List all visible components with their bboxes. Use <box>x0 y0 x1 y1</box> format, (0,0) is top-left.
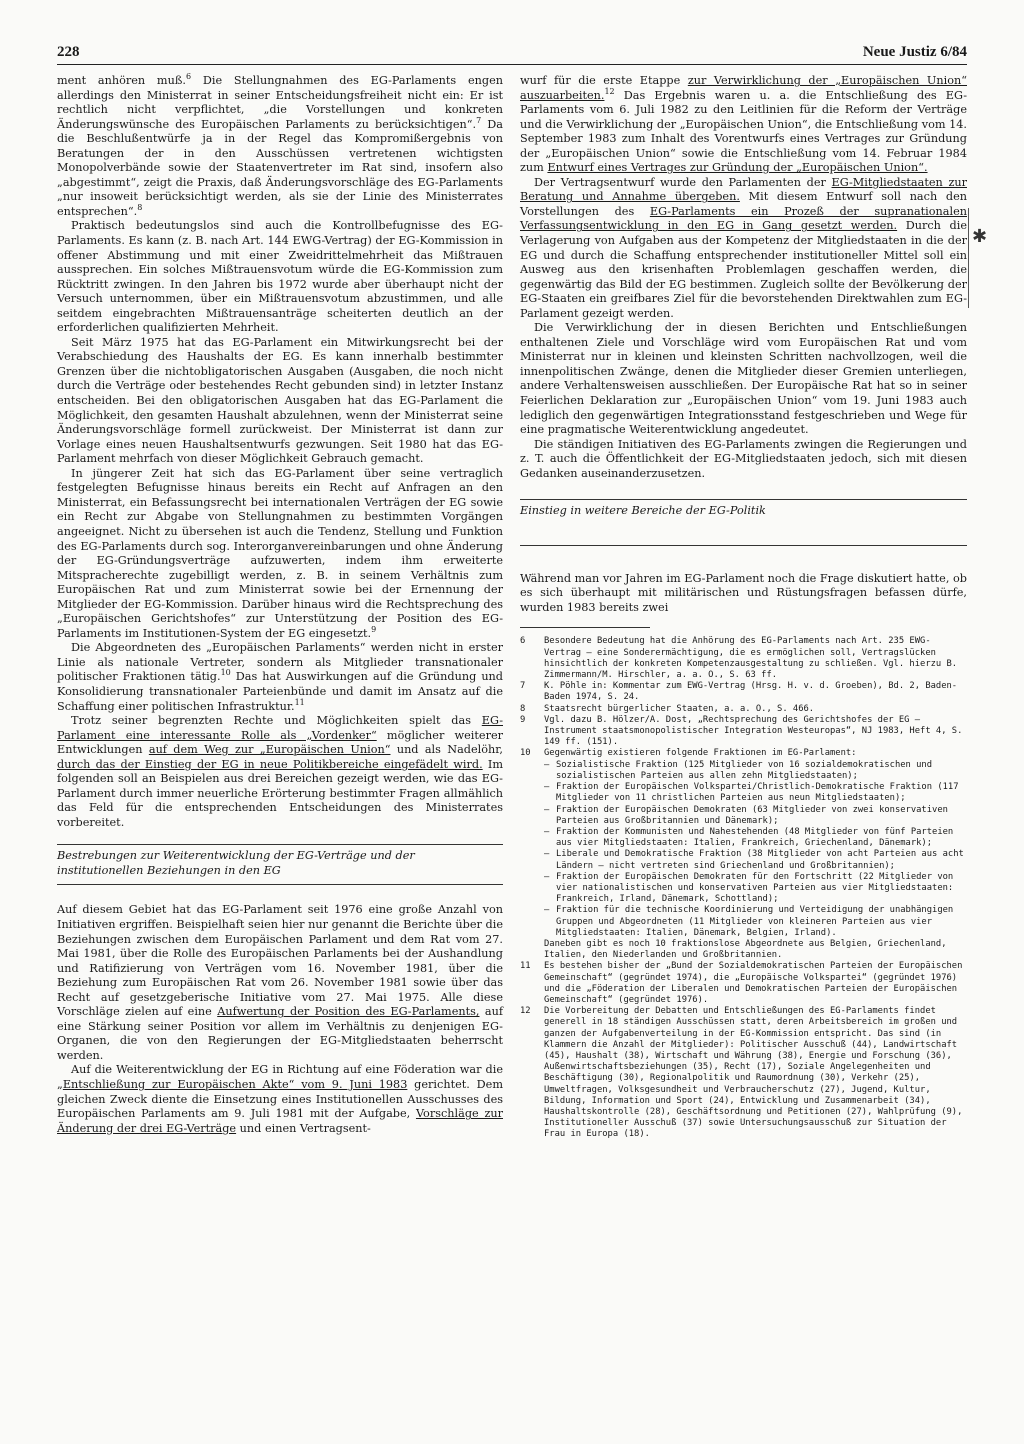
faction-item: – Fraktion der Europäischen Demokraten (63 Mitglieder von zwei konservativen Parteien aus Großbritannien und Dänemark); <box>544 804 948 826</box>
paragraph: Die Abgeordneten des „Europäischen Parlaments“ werden nicht in erster Linie als nationale Vertreter, sondern als Mitglieder transnationaler politischer Fraktionen tätig.$^{10}$ Das hat Auswirkungen auf die Gründung und Konsolidierung transnationaler Parteienbünde und damit im Ansatz auf die Schaffung einer politischen Infrastruktur.$^{11}$ <box>57 641 504 713</box>
paragraph: Praktisch bedeutungslos sind auch die Kontrollbefugnisse des EG-Parlaments. Es kann (z. B. nach Art. 144 EWG-Vertrag) der EG-Kommission in offener Abstimmung und mit einer Zweidrittelmehrheit das Mißtrauen aussprechen. Ein solches Mißtrauensvotum würde die EG-Kommission zum Rücktritt zwingen. In den Jahren bis 1972 wurde aber überhaupt nicht der Versuch unternommen, über ein Mißtrauensvotum abzustimmen, und alle seitdem eingebrachten Mißtrauensanträge scheiterten deutlich an der erforderlichen qualifizierten Mehrheit. <box>57 219 503 335</box>
left-column <box>57 74 503 1136</box>
footnote: 10 Gegenwärtig existieren folgende Fraktionen im EG-Parlament: – Sozialistische Fraktion (125 Mitglieder von 16 sozialdemokratischen und sozialistischen Parteien aus allen zehn Mitgliedstaaten); – Fraktion der Europäischen Volkspartei/Christlich-Demokratische Fraktion (117 Mitglieder von 11 christlichen Parteien aus neun Mitgliedstaaten); – Fraktion der Europäischen Demokraten (63 Mitglieder von zwei konservativen Parteien aus Großbritannien und Dänemark); – Fraktion der Kommunisten und Nahestehenden (48 Mitglieder von fünf Parteien aus vier Mitgliedstaaten: Italien, Frankreich, Griechenland, Dänemark); – Liberale und Demokratische Fraktion (38 Mitglieder von acht Parteien aus acht Ländern – nicht vertreten sind Griechenland und Großbritannien); – Fraktion der Europäischen Demokraten für den Fortschritt (22 Mitglieder von vier nationalistischen und konservativen Parteien aus vier Mitgliedstaaten: Frankreich, Irland, Dänemark, Schottland); – Fraktion für die technische Koordinierung und Verteidigung der unabhängigen Gruppen und Abgeordneten (11 Mitglieder von kleineren Parteien aus vier Mitgliedstaaten: Italien, Dänemark, Belgien, Irland). Daneben gibt es noch 10 fraktionslose Abgeordnete aus Belgien, Griechenland, Italien, den Niederlanden und Großbritannien. <box>520 748 967 961</box>
footnote: 7 K. Pöhle in: Kommentar zum EWG-Vertrag (Hrsg. H. v. d. Groeben), Bd. 2, Baden-Baden 1974, S. 24. <box>520 681 958 703</box>
paragraph: Der Vertragsentwurf wurde den Parlamenten der EG-Mitgliedstaaten zur Beratung und Annahme übergeben. Mit diesem Entwurf soll nach den Vorstellungen des EG-Parlaments ein Prozeß der supranationalen Verfassungsentwicklung in den EG in Gang gesetzt werden. Durch die Verlagerung von Aufgaben aus der Kompetenz der Mitgliedstaaten in die der EG und durch die Schaffung entsprechender institutioneller Mittel soll ein Ausweg aus den krisenhaften Problemlagen geschaffen werden, die gegenwärtig das Bild der EG bestimmen. Zugleich sollte der Bevölkerung der EG-Staaten ein greifbares Ziel für die bevorstehenden Direktwahlen zum EG-Parlament gezeigt werden. <box>520 175 967 320</box>
footnote: 6 Besondere Bedeutung hat die Anhörung des EG-Parlaments nach Art. 235 EWG-Vertrag – eine Sonderermächtigung, die es ermöglichen soll, Vertragslücken hinsichtlich der konkreten Kompetenzausgestaltung zu schließen. Vgl. hierzu B. Zimmermann/M. Hirschler, a. a. O., S. 63 ff. <box>520 636 958 681</box>
faction-item: – Liberale und Demokratische Fraktion (38 Mitglieder von acht Parteien aus acht Ländern – nicht vertreten sind Griechenland und Großbritannien); <box>544 849 964 871</box>
paragraph: Auf diesem Gebiet hat das EG-Parlament seit 1976 eine große Anzahl von Initiativen ergriffen. Beispielhaft seien hier nur genannt die Berichte über die Beziehungen zwischen dem Europäischen Parlament und dem Rat vom 27. Mai 1981, über die Rolle des Europäischen Parlaments bei der Aushandlung und Ratifizierung von Verträgen vom 16. November 1981, über die Beziehung zum Europäischen Rat vom 26. November 1981 sowie über das Recht auf gesetzgeberische Initiative vom 27. Mai 1975. Alle diese Vorschläge zielen auf eine Aufwertung der Position des EG-Parlaments, auf eine Stärkung seiner Position vor allem im Verhältnis zu denjenigen EG-Organen, die von den Regierungen der EG-Mitgliedstaaten beherrscht werden. <box>57 903 503 1062</box>
margin-asterisk-icon: ✱ <box>972 226 988 247</box>
faction-item: – Fraktion der Kommunisten und Nahestehenden (48 Mitglieder von fünf Parteien aus vier Mitgliedstaaten: Italien, Frankreich, Griechenland, Dänemark); <box>544 826 954 849</box>
footnote-tail: Daneben gibt es noch 10 fraktionslose Abgeordnete aus Belgien, Griechenland, Italien, den Niederlanden und Großbritannien. <box>544 938 947 961</box>
paragraph: Auf die Weiterentwicklung der EG in Richtung auf eine Föderation war die „Entschließung zur Europäischen Akte“ vom 9. Juni 1983 gerichtet. Dem gleichen Zweck diente die Einsetzung eines Institutionellen Ausschusses des Europäischen Parlaments am 9. Juli 1981 mit der Aufgabe, Vorschläge zur Änderung der drei EG-Verträge und einen Vertragsent- <box>57 1063 503 1135</box>
right-column <box>520 74 967 1141</box>
paragraph: Seit März 1975 hat das EG-Parlament ein Mitwirkungsrecht bei der Verabschiedung des Haushalts der EG. Es kann innerhalb bestimmter Grenzen über die nichtobligatorischen Ausgaben (Ausgaben, die noch nicht durch die Verträge oder bestehendes Recht gebunden sind) in letzter Instanz entscheiden. Bei den obligatorischen Ausgaben hat das EG-Parlament die Möglichkeit, den gesamten Haushalt abzulehnen, wenn der Ministerrat seine Änderungsvorschläge formell zurückweist. Der Ministerrat ist dann zur Vorlage eines neuen Haushaltsentwurfs gezwungen. Seit 1980 hat das EG-Parlament mehrfach von dieser Möglichkeit Gebrauch gemacht. <box>57 335 503 466</box>
footnote-rule <box>520 627 650 628</box>
margin-bar <box>968 208 969 308</box>
paragraph: wurf für die erste Etappe zur Verwirklichung der „Europäischen Union“ auszuarbeiten.$^{12}$ Das Ergebnis waren u. a. die Entschließung des EG-Parlaments vom 6. Juli 1982 zu den Leitlinien für die Reform der Verträge und die Verwirklichung der „Europäischen Union“, die Entschließung vom 14. September 1983 zum Inhalt des Vorentwurfs eines Vertrages zur Gründung der „Europäischen Union“ sowie die Entschließung vom 14. Februar 1984 zum Entwurf eines Vertrages zur Gründung der „Europäischen Union“. <box>520 74 967 175</box>
faction-item: – Fraktion der Europäischen Volkspartei/Christlich-Demokratische Fraktion (117 Mitglieder von 11 christlichen Parteien aus neun Mitgliedstaaten); <box>544 782 959 804</box>
paragraph: In jüngerer Zeit hat sich das EG-Parlament über seine vertraglich festgelegten Befugnisse hinaus bereits ein Recht auf Anfragen an den Ministerrat, ein Befassungsrecht bei internationalen Verträgen der EG sowie ein Recht zur Abgabe von Stellungnahmen zu bestimmten Vorgängen angeeignet. Nicht zu übersehen ist auch die Tendenz, Stellung und Funktion des EG-Parlaments durch sog. Interorganvereinbarungen und ohne Änderung der EG-Gründungsverträge aufzuwerten, indem ihm erweiterte Mitspracherechte zugebilligt werden, z. B. in seinem Verhältnis zum Europäischen Rat und zum Ministerrat sowie bei der Ernennung der Mitglieder der EG-Kommission. Darüber hinaus wird die Rechtsprechung des „Europäischen Gerichtshofes“ zur Unterstützung der Position des EG-Parlaments im Institutionen-System der EG eingesetzt.$^9$ <box>57 466 503 640</box>
section-heading: Einstieg in weitere Bereiche der EG-Politik <box>520 499 967 546</box>
page-number: 228 <box>57 44 80 60</box>
faction-item: – Fraktion der Europäischen Demokraten für den Fortschritt (22 Mitglieder von vier nationalistischen und konservativen Parteien aus vier Mitgliedstaaten: Frankreich, Irland, Dänemark, Schottland); <box>544 871 954 905</box>
paragraph: ment anhören muß.$^6$ Die Stellungnahmen des EG-Parlaments engen allerdings den Ministerrat in seiner Entscheidungsfreiheit nicht ein: Er ist rechtlich nicht verpflichtet, „die Vorstellungen und konkreten Änderungswünsche des Europäischen Parlaments zu berücksichtigen“.$^7$ Da die Beschlußentwürfe ja in der Regel das Kompromißergebnis von Beratungen der in den Ausschüssen vertretenen wichtigsten Monopolverbände sowie der Staatenvertreter im Rat sind, insofern also „abgestimmt“, zeigt die Praxis, daß Änderungsvorschläge des EG-Parlaments „nur insoweit berücksichtigt werden, als sie der Linie des Ministerrates entsprechen“.$^8$ <box>57 72 503 218</box>
footnote: 12 Die Vorbereitung der Debatten und Entschließungen des EG-Parlaments findet generell in 18 ständigen Ausschüssen statt, deren Arbeitsbereich im großen und ganzen der Aufgabenverteilung in der EG-Kommission entspricht. Das sind (in Klammern die Anzahl der Mitglieder): Politischer Ausschuß (44), Landwirtschaft (45), Haushalt (38), Wirtschaft und Währung (38), Energie und Forschung (36), Außenwirtschaftsbeziehungen (35), Recht (17), Soziale Angelegenheiten und Beschäftigung (30), Regionalpolitik und Raumordnung (30), Verkehr (25), Umweltfragen, Volksgesundheit und Verbraucherschutz (27), Jugend, Kultur, Bildung, Information und Sport (24), Entwicklung und Zusammenarbeit (34), Haushaltskontrolle (28), Geschäftsordnung und Petitionen (27), Wahlprüfung (9), Institutioneller Ausschuß (37) sowie Untersuchungsausschuß zur Situation der Frau in Europa (18). <box>520 1006 963 1140</box>
journal-title: Neue Justiz 6/84 <box>862 44 967 60</box>
faction-item: – Sozialistische Fraktion (125 Mitglieder von 16 sozialdemokratischen und sozialistischen Parteien aus allen zehn Mitgliedstaaten); <box>544 759 933 781</box>
paragraph: Während man vor Jahren im EG-Parlament noch die Frage diskutiert hatte, ob es sich überhaupt mit militärischen und Rüstungsfragen befassen dürfe, wurden 1983 bereits zwei <box>520 571 967 614</box>
header-rule <box>57 64 967 65</box>
paragraph: Trotz seiner begrenzten Rechte und Möglichkeiten spielt das EG-Parlament eine interessante Rolle als „Vordenker“ möglicher weiterer Entwicklungen auf dem Weg zur „Europäischen Union“ und als Nadelöhr, durch das der Einstieg der EG in neue Politikbereiche eingefädelt wird. Im folgenden soll an Beispielen aus drei Bereichen gezeigt werden, wie das EG-Parlament durch immer neuerliche Erörterung bestimmter Fragen allmählich das Feld für die entsprechenden Entscheidungen des Ministerrates vorbereitet. <box>57 714 503 829</box>
footnotes <box>520 636 967 1140</box>
footnote: 11 Es bestehen bisher der „Bund der Sozialdemokratischen Parteien der Europäischen Gemeinschaft“ (gegründet 1974), die „Europäische Volkspartei“ (gegründet 1976) und die „Föderation der Liberalen und Demokratischen Parteien der Europäischen Gemeinschaft“ (gegründet 1976). <box>520 961 963 1005</box>
paragraph: Die ständigen Initiativen des EG-Parlaments zwingen die Regierungen und z. T. auch die Öffentlichkeit der EG-Mitgliedstaaten jedoch, sich mit diesen Gedanken auseinanderzusetzen. <box>520 437 967 480</box>
footnote: 9 Vgl. dazu B. Hölzer/A. Dost, „Rechtsprechung des Gerichtshofes der EG – Instrument staatsmonopolistischer Integration Westeuropas“, NJ 1983, Heft 4, S. 149 ff. (151). <box>520 714 963 748</box>
footnote: 8 Staatsrecht bürgerlicher Staaten, a. a. O., S. 466. <box>520 703 815 714</box>
faction-item: – Fraktion für die technische Koordinierung und Verteidigung der unabhängigen Gruppen und Abgeordneten (11 Mitglieder von kleineren Parteien aus vier Mitgliedstaaten: Italien, Dänemark, Belgien, Irland). <box>544 905 954 938</box>
page-header <box>57 44 967 62</box>
section-heading: Bestrebungen zur Weiterentwicklung der EG-Verträge und der institutionellen Beziehungen in den EG <box>57 844 503 885</box>
paragraph: Die Verwirklichung der in diesen Berichten und Entschließungen enthaltenen Ziele und Vorschläge wird vom Europäischen Rat und vom Ministerrat nur in kleinen und kleinsten Schritten nachvollzogen, weil die innenpolitischen Zwänge, denen die Mitglieder dieser Gremien unterliegen, andere Verhaltensweisen ausschließen. Der Europäische Rat hat so in seiner Feierlichen Deklaration zur „Europäischen Union“ vom 19. Juni 1983 auch lediglich den gegenwärtigen Integrationsstand festgeschrieben und Wege für eine pragmatische Weiterentwicklung angedeutet. <box>520 321 967 437</box>
